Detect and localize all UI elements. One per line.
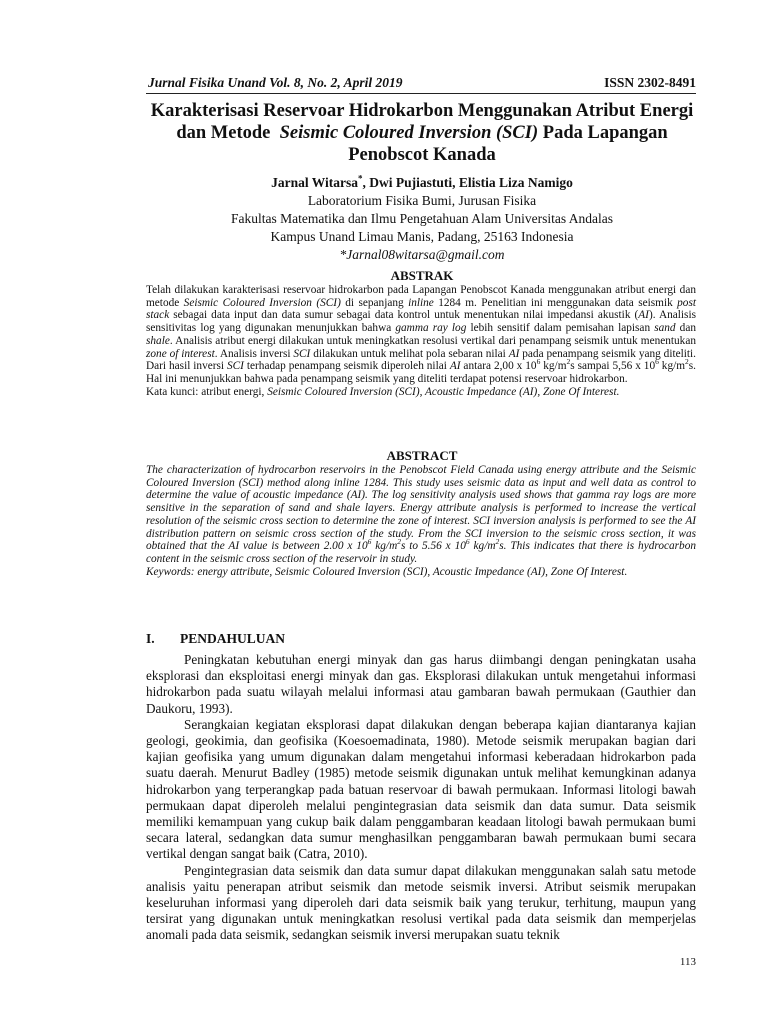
author-first: Jarnal Witarsa [271, 175, 358, 190]
affiliation-faculty: Fakultas Matematika dan Ilmu Pengetahuan Alam Universitas Andalas [230, 211, 614, 226]
section-body [146, 652, 696, 944]
title-line-3: Penobscot Kanada [348, 145, 496, 165]
header-rule [146, 93, 696, 94]
title-method: Seismic Coloured Inversion (SCI) [279, 123, 539, 143]
abstract-heading: ABSTRACT [386, 448, 458, 463]
journal-name: Jurnal Fisika Unand Vol. 8, No. 2, April 2019 [148, 75, 403, 90]
corresponding-mark: * [358, 173, 363, 184]
author-names [140, 174, 704, 192]
section-title: PENDAHULUAN [180, 631, 286, 646]
title-line-2 [140, 122, 704, 144]
title-line-2-post: Pada Lapangan [542, 123, 668, 143]
issn: ISSN 2302-8491 [604, 75, 696, 90]
affiliation-lab: Laboratorium Fisika Bumi, Jurusan Fisika [307, 193, 537, 208]
keywords: Keywords: energy attribute, Seismic Coloured Inversion (SCI), Acoustic Impedance (AI), Zone Of Interest. [146, 565, 628, 578]
running-header [148, 74, 696, 92]
abstract-body: The characterization of hydrocarbon reservoirs in the Penobscot Field Canada using energy attribute and the Seismic Coloured Inversion (SCI) method along inline 1284. This study uses seismic data as input and well data as control to determine the value of acoustic impedance (AI). The log sensitivity analysis used shows that gamma ray logs are more sensitive in the separation of sand and shale layers. Energy attribute analysis is performed to increase the vertical resolution of the seismic cross section to determine the zone of interest. SCI inversion analysis is performed to see the AI distribution pattern on seismic cross section of the study. From the SCI inversion to the seismic cross section, it was obtained that the AI value is between 2.00 x $10^6$ $kg/m^2s$ to 5.56 x $10^6$ $kg/m^2s$. This indicates that there is hydrocarbon content in the seismic cross section of the reservoir in study. Keywords: energy attribute, Seismic Coloured Inversion (SCI), Acoustic Impedance (AI), Zone Of Interest. [146, 464, 696, 578]
affiliation-campus: Kampus Unand Limau Manis, Padang, 25163 Indonesia [270, 229, 574, 244]
section-heading [146, 630, 285, 648]
page-number: 113 [679, 956, 696, 968]
author-email: *Jarnal08witarsa@gmail.com [339, 247, 505, 262]
abstrak-heading: ABSTRAK [390, 268, 454, 283]
paper-title [140, 100, 704, 166]
title-line-2-pre: dan Metode [176, 123, 271, 143]
paragraph-3: Pengintegrasian data seismik dan data sumur dapat dilakukan menggunakan salah satu metode analisis yaitu penerapan atribut seismik dan metode seismik inversi. Atribut seismik merupakan keseluruhan informasi yang diperoleh dari data seismik baik yang terukur, terhitung, maupun yang tersirat yang digunakan untuk meningkatkan resolusi vertikal pada data seismik dan memperjelas anomali pada data seismik, sedangkan seismik inversi merupakan suatu teknik [146, 862, 696, 943]
kata-kunci: Kata kunci: atribut energi, Seismic Coloured Inversion (SCI), Acoustic Impedance (AI), Zone Of Interest. [146, 385, 620, 398]
paragraph-1: Peningkatan kebutuhan energi minyak dan gas harus diimbangi dengan peningkatan usaha eksplorasi dan eksploitasi energi minyak dan gas. Eksplorasi dilakukan untuk mengetahui informasi hidrokarbon pada suatu wilayah melalui informasi atau gambaran bawah permukaan (Gauthier dan Daukoru, 1993). [146, 652, 696, 716]
paragraph-2: Serangkaian kegiatan eksplorasi dapat dilakukan dengan beberapa kajian diantaranya kajian geologi, geokimia, dan geofisika (Koesoemadinata, 1980). Metode seismik merupakan bagian dari kajian geofisika yang umum digunakan dalam mengetahui informasi keberadaan hidrokarbon pada suatu daerah. Menurut Badley (1985) metode seismik digunakan untuk melihat kemungkinan adanya hidrokarbon yang terperangkap pada batuan reservoar di bawah permukaan. Informasi litologi bawah permukaan dapat diperoleh melalui pengintegrasian data seismik dan data sumur. Data seismik memiliki kemampuan yang cukup baik dalam penggambaran keadaan litologi bawah permukaan bumi secara lateral, sedangkan data sumur menghasilkan penggambaran bawah permukaan bumi secara vertikal dengan sangat baik (Catra, 2010). [146, 716, 696, 862]
author-rest: , Dwi Pujiastuti, Elistia Liza Namigo [362, 175, 573, 190]
section-number: I. [146, 631, 155, 646]
title-line-1: Karakterisasi Reservoar Hidrokarbon Menggunakan Atribut Energi [150, 101, 694, 121]
abstrak-body: Telah dilakukan karakterisasi reservoar hidrokarbon pada Lapangan Penobscot Kanada menggunakan atribut energi dan metode Seismic Coloured Inversion (SCI) di sepanjang inline 1284 m. Penelitian ini menggunakan data seismik post stack sebagai data input dan data sumur sebagai data kontrol untuk menentukan nilai impedansi akustik (AI). Analisis sensitivitas log yang digunakan menunjukkan bahwa gamma ray log lebih sensitif dalam pemisahan lapisan sand dan shale. Analisis atribut energi dilakukan untuk meningkatkan resolusi vertikal dari penampang seismik untuk menentukan zone of interest. Analisis inversi SCI dilakukan untuk melihat pola sebaran nilai AI pada penampang seismik yang diteliti. Dari hasil inversi SCI terhadap penampang seismik diperoleh nilai AI antara 2,00 x $10^6$ $kg/m^2s$ sampai 5,56 x $10^6$ $kg/m^2s$. Hal ini menunjukkan bahwa pada penampang seismik yang diteliti terdapat potensi reservoar hidrokarbon. Kata kunci: atribut energi, Seismic Coloured Inversion (SCI), Acoustic Impedance (AI), Zone Of Interest. [146, 284, 697, 398]
author-block [140, 174, 704, 264]
